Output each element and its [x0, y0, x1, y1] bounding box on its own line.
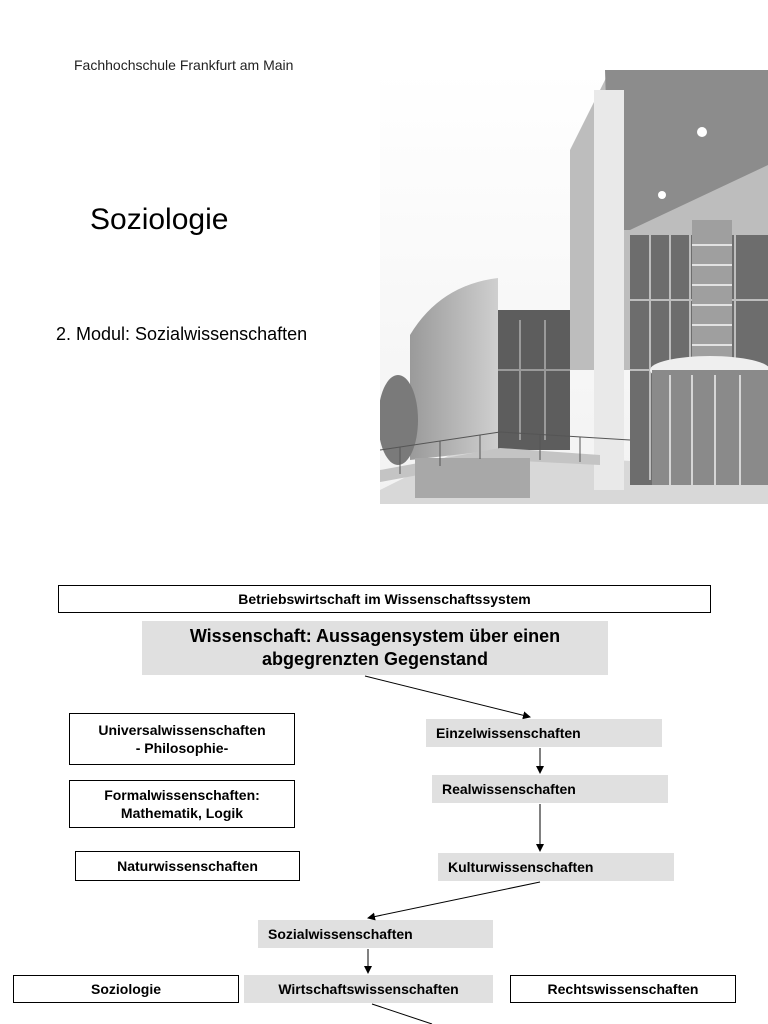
- node-universalwissenschaften: [69, 713, 295, 765]
- node-rechtswissenschaften: Rechtswissenschaften: [510, 975, 736, 1003]
- node-einzelwissenschaften: Einzelwissenschaften: [426, 719, 662, 747]
- node-soziologie: Soziologie: [13, 975, 239, 1003]
- node-sozialwissenschaften: Sozialwissenschaften: [258, 920, 493, 948]
- node-wirtschaftswissenschaften: Wirtschaftswissenschaften: [244, 975, 493, 1003]
- node-universal-label: Universalwissenschaften - Philosophie-: [98, 721, 266, 756]
- node-wissenschaft-label: Wissenschaft: Aussagensystem über einen abgegrenzten Gegenstand: [189, 625, 561, 669]
- node-kulturwissenschaften: Kulturwissenschaften: [438, 853, 674, 881]
- building-photo: [380, 70, 768, 504]
- arrow-kultur-sozial: [368, 882, 540, 918]
- node-formal-label: Formalwissenschaften: Mathematik, Logik: [104, 786, 260, 821]
- institution-name: Fachhochschule Frankfurt am Main: [74, 57, 294, 73]
- arrow-wirtschaft-next: [372, 1004, 432, 1024]
- arrow-wissenschaft-einzel: [365, 676, 530, 717]
- node-naturwissenschaften: Naturwissenschaften: [75, 851, 300, 881]
- node-formalwissenschaften: [69, 780, 295, 828]
- diagram-header: Betriebswirtschaft im Wissenschaftssystem: [58, 585, 711, 613]
- node-wissenschaft: [142, 621, 608, 675]
- node-realwissenschaften: Realwissenschaften: [432, 775, 668, 803]
- slide-subtitle: 2. Modul: Sozialwissenschaften: [56, 324, 308, 344]
- slide-title: Soziologie: [90, 203, 229, 236]
